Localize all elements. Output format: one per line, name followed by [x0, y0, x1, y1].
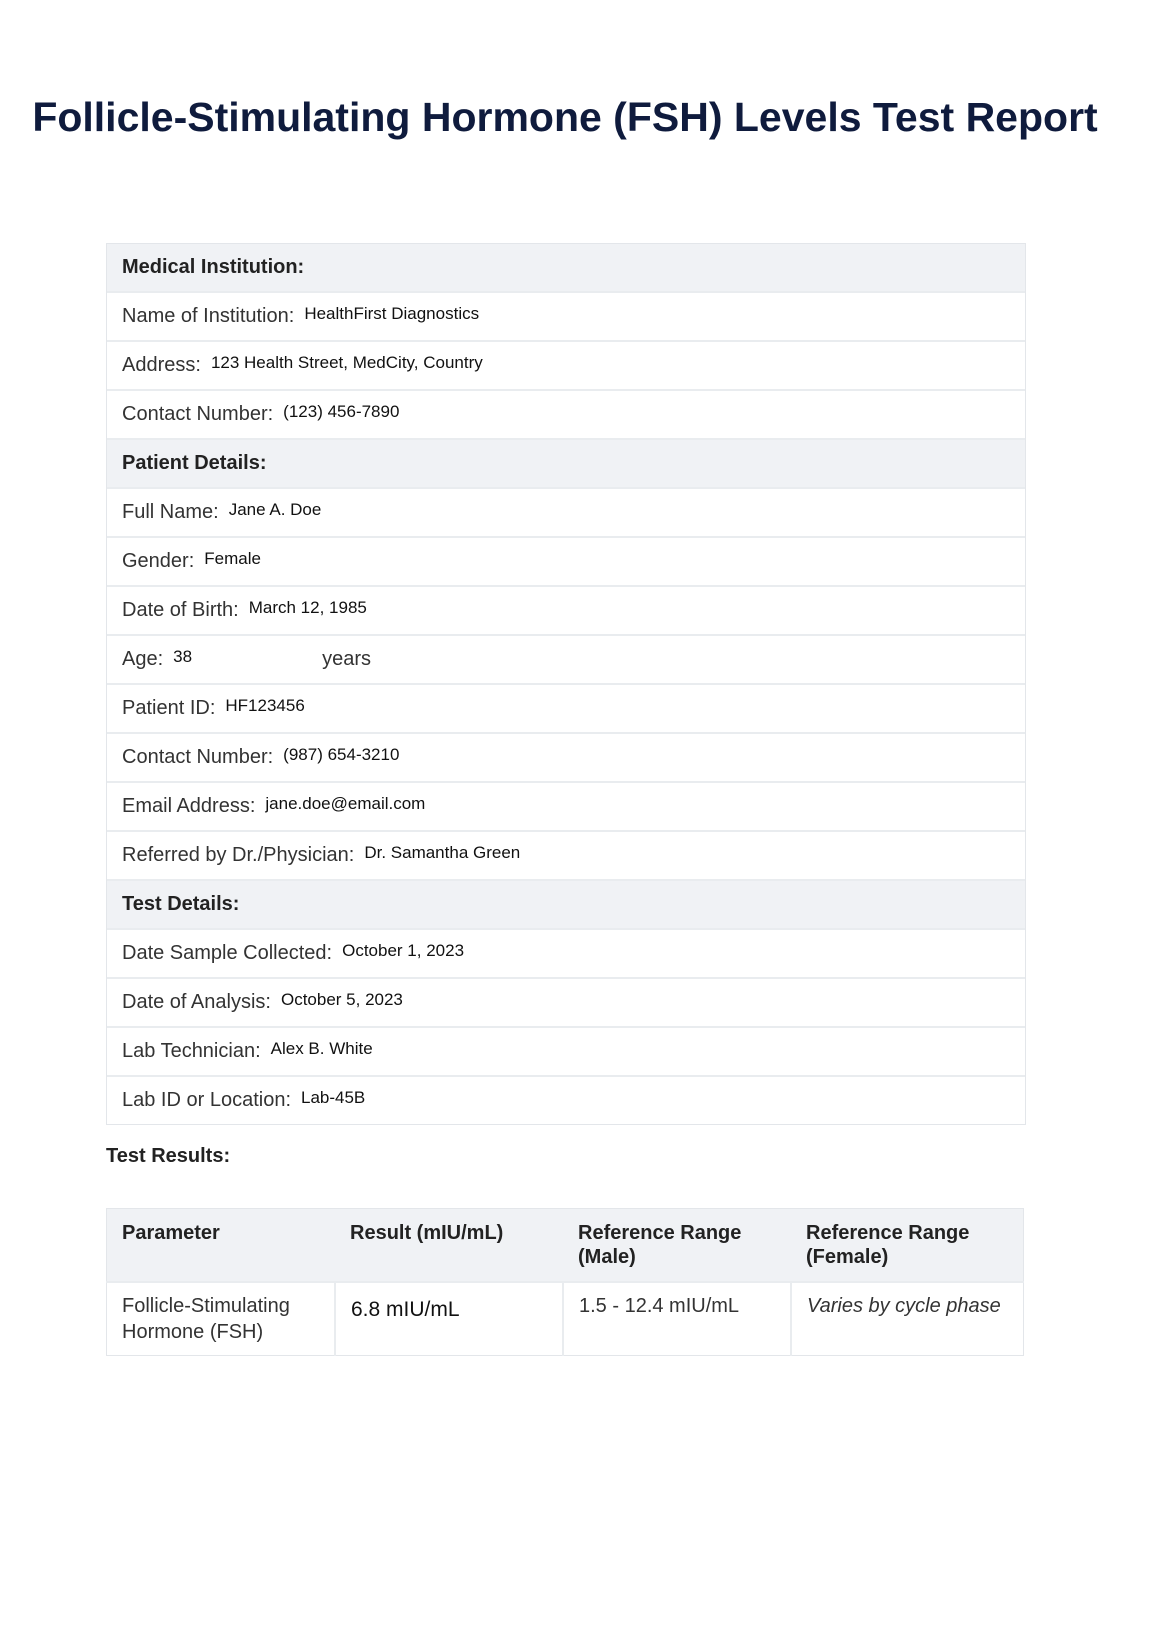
field-value: October 5, 2023: [280, 989, 403, 1009]
header-result: Result (mIU/mL): [335, 1209, 563, 1283]
field-value: HF123456: [225, 695, 305, 715]
field-suffix: years: [322, 648, 371, 670]
field-label: Address:: [122, 354, 201, 376]
info-row: [107, 340, 1025, 389]
info-row: [107, 291, 1025, 340]
field-value: Alex B. White: [270, 1038, 373, 1058]
field-value: Jane A. Doe: [228, 499, 322, 519]
field-label: Gender:: [122, 550, 195, 572]
field-value: Female: [204, 548, 261, 568]
results-heading: Test Results:: [106, 1145, 231, 1167]
info-row: [107, 1026, 1025, 1075]
results-header-row: [107, 1209, 1024, 1283]
info-row: [107, 928, 1025, 977]
field-label: Lab ID or Location:: [122, 1089, 291, 1111]
field-label: Lab Technician:: [122, 1040, 261, 1062]
details-table: [106, 243, 1026, 1125]
field-value: 38: [173, 646, 193, 666]
info-row: [107, 732, 1025, 781]
field-value: (987) 654-3210: [283, 744, 400, 764]
header-ref-female: Reference Range (Female): [791, 1209, 1024, 1283]
field-label: Full Name:: [122, 501, 219, 523]
field-value: 123 Health Street, MedCity, Country: [210, 352, 483, 372]
info-row: [107, 536, 1025, 585]
info-row: [107, 977, 1025, 1026]
field-label: Date Sample Collected:: [122, 942, 333, 964]
field-value: October 1, 2023: [342, 940, 465, 960]
field-value: Dr. Samantha Green: [364, 842, 521, 862]
section-heading: Patient Details:: [107, 438, 1025, 487]
info-row: [107, 389, 1025, 438]
cell-parameter: Follicle-Stimulating Hormone (FSH): [107, 1282, 336, 1356]
cell-ref-male: 1.5 - 12.4 mIU/mL: [563, 1282, 791, 1356]
info-row: [107, 1075, 1025, 1124]
field-value: Lab-45B: [301, 1087, 366, 1107]
field-label: Age:: [122, 648, 164, 670]
field-label: Patient ID:: [122, 697, 216, 719]
section-heading: Test Details:: [107, 879, 1025, 928]
info-row: [107, 830, 1025, 879]
page-title: Follicle-Stimulating Hormone (FSH) Levels Test Report: [32, 94, 1098, 140]
header-parameter: Parameter: [107, 1209, 336, 1283]
cell-result: 6.8 mIU/mL: [335, 1282, 563, 1356]
field-label: Date of Analysis:: [122, 991, 271, 1013]
info-row: [107, 683, 1025, 732]
field-value: HealthFirst Diagnostics: [304, 303, 480, 323]
field-label: Email Address:: [122, 795, 256, 817]
field-label: Name of Institution:: [122, 305, 295, 327]
section-heading: Medical Institution:: [107, 244, 1025, 291]
info-row: [107, 487, 1025, 536]
cell-ref-female: Varies by cycle phase: [791, 1282, 1024, 1356]
field-value: March 12, 1985: [248, 597, 367, 617]
field-value: (123) 456-7890: [283, 401, 400, 421]
results-table: [106, 1208, 1024, 1356]
field-label: Contact Number:: [122, 746, 274, 768]
field-value: jane.doe@email.com: [265, 793, 426, 813]
info-row: [107, 634, 1025, 683]
info-row: [107, 585, 1025, 634]
field-label: Contact Number:: [122, 403, 274, 425]
field-label: Date of Birth:: [122, 599, 239, 621]
header-ref-male: Reference Range (Male): [563, 1209, 791, 1283]
info-row: [107, 781, 1025, 830]
field-label: Referred by Dr./Physician:: [122, 844, 355, 866]
table-row: [107, 1282, 1024, 1356]
